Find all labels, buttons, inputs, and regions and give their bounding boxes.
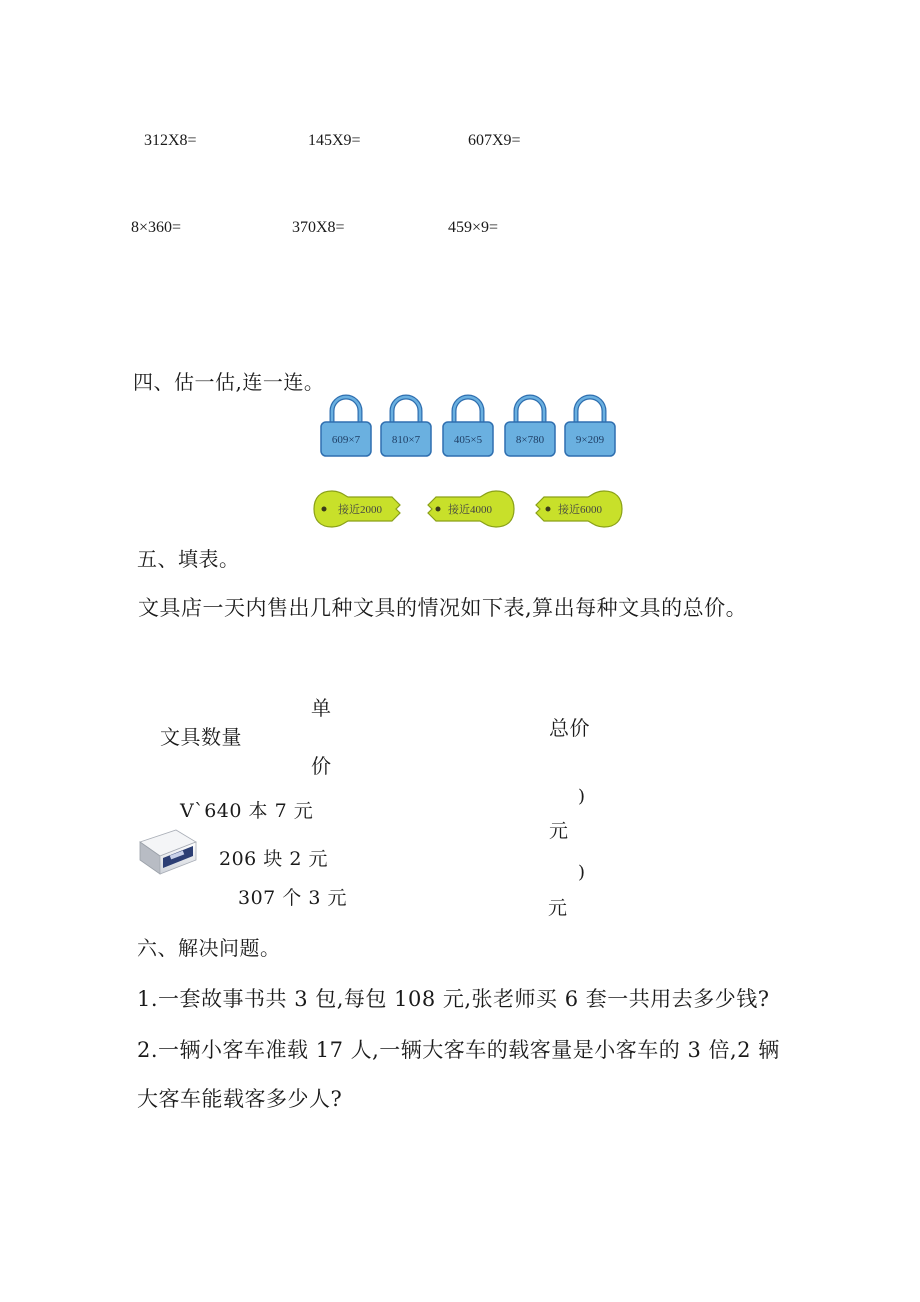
eraser-image [136,828,198,878]
question-2-line2: 大客车能载客多少人? [137,1087,343,1111]
key-2-label: 接近4000 [448,504,492,516]
table-header-item: 文具数量 [160,725,242,749]
lock-4-label: 8×780 [515,434,545,446]
row3-unit-clip [548,897,572,919]
lock-5-label: 9×209 [575,434,605,446]
table-header-unit-bottom: 价 [311,754,332,778]
key-3[interactable] [532,488,624,530]
lock-3-label: 405×5 [453,434,483,446]
lock-1-label: 609×7 [331,434,361,446]
section5-description: 文具店一天内售出几种文具的情况如下表,算出每种文具的总价。 [138,596,748,620]
row1-unit: 元 [549,820,569,842]
question-1: 1.一套故事书共 3 包,每包 108 元,张老师买 6 套一共用去多少钱? [137,987,770,1011]
key-1[interactable] [312,488,404,530]
key-1-label: 接近2000 [338,504,382,516]
lock-4[interactable] [502,395,558,461]
calc-4: 8×360= [131,219,182,236]
row3-quantity: 307 个 3 元 [238,887,347,909]
calc-6: 459×9= [448,219,499,236]
calc-1: 312X8= [144,132,197,149]
calc-2: 145X9= [308,132,361,149]
section5-title: 五、填表。 [137,547,240,571]
calc-3: 607X9= [468,132,521,149]
key-3-label: 接近6000 [558,504,602,516]
section4-title: 四、估一估,连一连。 [133,370,325,394]
lock-2-label: 810×7 [391,434,421,446]
key-2[interactable] [424,488,516,530]
row1-paren: ) [578,786,586,807]
row3-paren: ) [578,862,586,883]
lock-2[interactable] [378,395,434,461]
row2-quantity: 206 块 2 元 [219,848,328,870]
section6-title: 六、解决问题。 [137,936,281,960]
table-header-unit-top: 单 [311,696,332,720]
lock-5[interactable] [562,395,618,461]
row3-unit: 元 [548,897,568,919]
question-2-line1: 2.一辆小客车准载 17 人,一辆大客车的载客量是小客车的 3 倍,2 辆 [137,1038,780,1062]
lock-3[interactable] [440,395,496,461]
row1-quantity: V`640 本 7 元 [180,800,314,822]
lock-1[interactable] [318,395,374,461]
table-header-total: 总价 [549,716,590,740]
calc-5: 370X8= [292,219,345,236]
